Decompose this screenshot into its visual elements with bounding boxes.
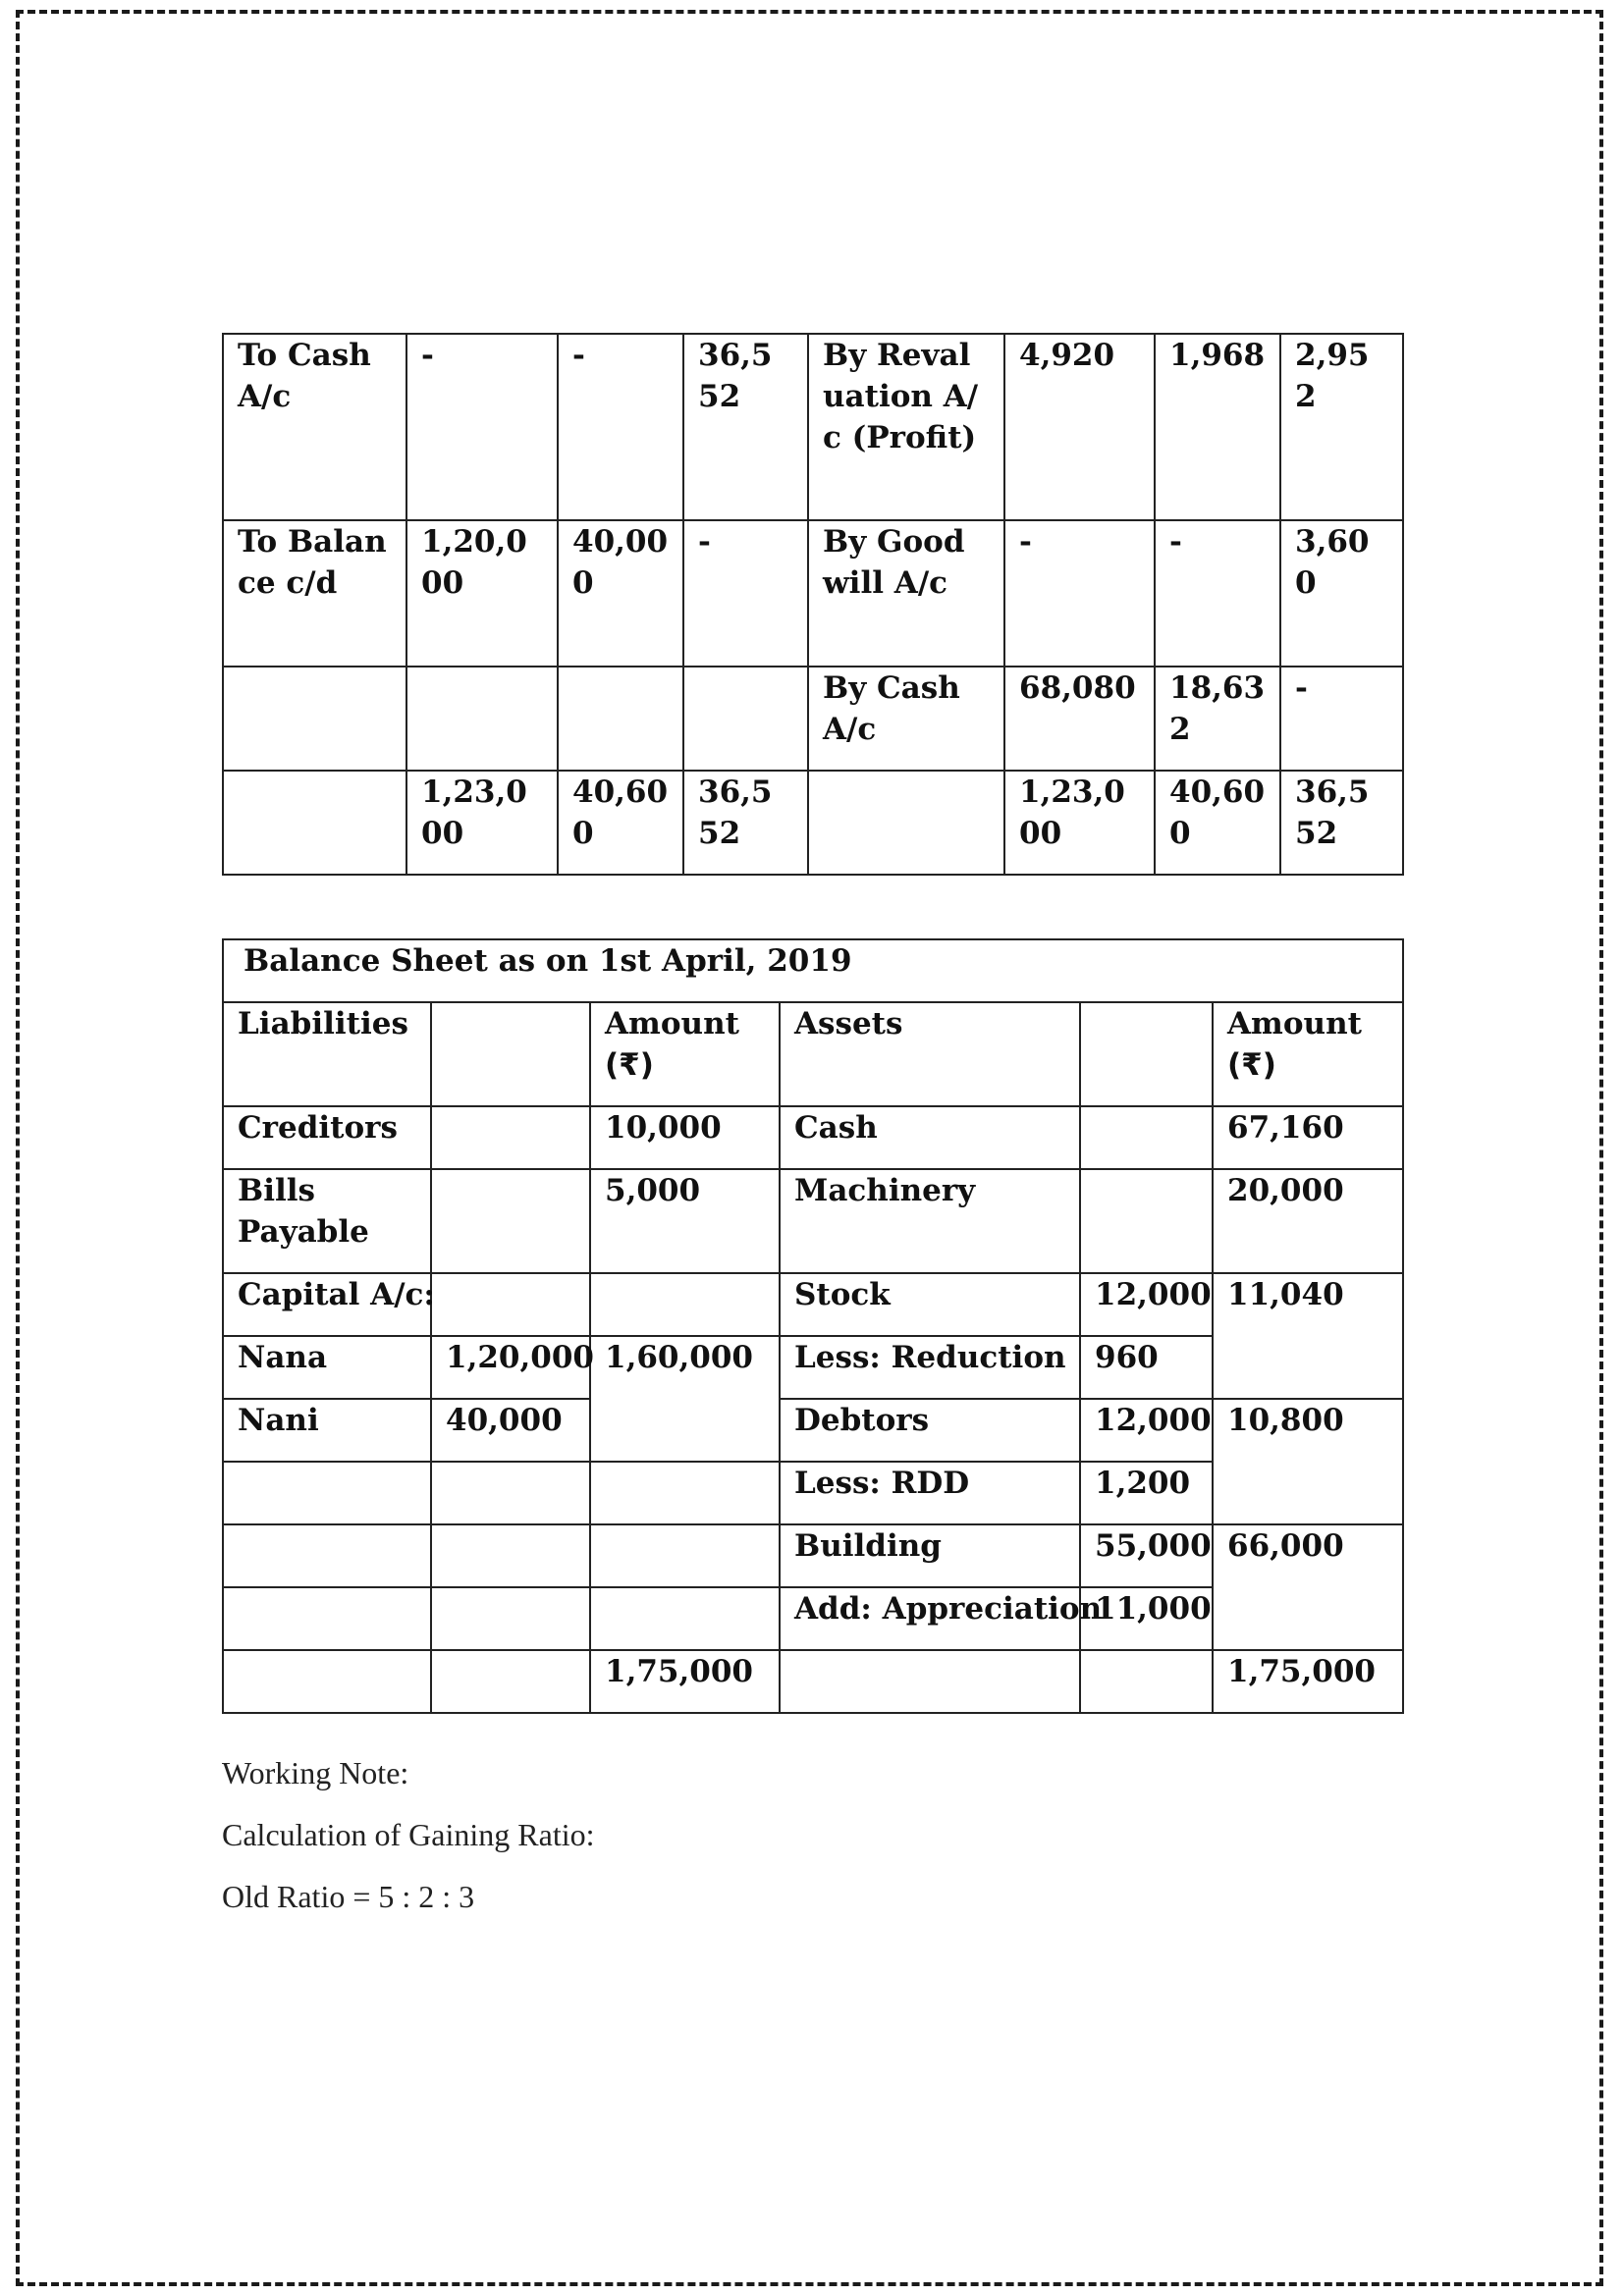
- empty-cell: [431, 1273, 590, 1336]
- dr-amount-nani: [558, 667, 683, 771]
- nana-label: Nana: [223, 1336, 431, 1399]
- capital-total-amount: 1,60,000: [590, 1336, 780, 1462]
- dr-amount-third: -: [683, 520, 808, 667]
- less-reduction-sub: 960: [1080, 1336, 1213, 1399]
- cash-label: Cash: [780, 1106, 1080, 1169]
- dr-amount-third: [683, 667, 808, 771]
- empty-cell: [431, 1462, 590, 1524]
- header-amount-label: Amount: [605, 1006, 739, 1041]
- cr-total-nani: 40,600: [1155, 771, 1280, 875]
- table-row: [223, 1399, 1403, 1462]
- dr-total-nani: 40,600: [558, 771, 683, 875]
- cr-amount-nana: 68,080: [1004, 667, 1155, 771]
- working-note-heading: Working Note:: [222, 1755, 409, 1790]
- add-appreciation-label: Add: Appreciation: [780, 1587, 1080, 1650]
- empty-cell: [223, 1650, 431, 1713]
- less-rdd-label: Less: RDD: [780, 1462, 1080, 1524]
- creditors-label: Creditors: [223, 1106, 431, 1169]
- cr-amount-nana: -: [1004, 520, 1155, 667]
- table-row: [223, 1002, 1403, 1106]
- dr-amount-nani: -: [558, 334, 683, 520]
- table-row: [223, 939, 1403, 1002]
- stock-sub: 12,000: [1080, 1273, 1213, 1336]
- empty-cell: [431, 1524, 590, 1587]
- empty-cell: [1080, 1650, 1213, 1713]
- stock-label: Stock: [780, 1273, 1080, 1336]
- header-assets-amount: [1213, 1002, 1403, 1106]
- dr-amount-third: 36,552: [683, 334, 808, 520]
- empty-cell: [431, 1106, 590, 1169]
- dr-amount-nana: 1,20,000: [406, 520, 558, 667]
- table-row: [223, 1524, 1403, 1587]
- nana-sub: 1,20,000: [431, 1336, 590, 1399]
- cr-amount-third: 3,600: [1280, 520, 1403, 667]
- cr-amount-nani: -: [1155, 520, 1280, 667]
- empty-cell: [431, 1169, 590, 1273]
- table-row: [223, 1106, 1403, 1169]
- dr-amount-nana: -: [406, 334, 558, 520]
- gaining-ratio-heading: Calculation of Gaining Ratio:: [222, 1817, 595, 1852]
- capital-account-table: [222, 333, 1404, 876]
- liabilities-total: 1,75,000: [590, 1650, 780, 1713]
- empty-cell: [1080, 1169, 1213, 1273]
- less-reduction-label: Less: Reduction: [780, 1336, 1080, 1399]
- cr-total-third: 36,552: [1280, 771, 1403, 875]
- balance-sheet-title: Balance Sheet as on 1st April, 2019: [223, 939, 1403, 1002]
- debtors-label: Debtors: [780, 1399, 1080, 1462]
- empty-cell: [590, 1587, 780, 1650]
- empty-cell: [431, 1587, 590, 1650]
- table-row: [223, 1273, 1403, 1336]
- dr-particulars: [223, 771, 406, 875]
- header-amount-label: Amount: [1227, 1006, 1362, 1041]
- dr-amount-nani: 40,000: [558, 520, 683, 667]
- header-assets-sub: [1080, 1002, 1213, 1106]
- cr-total-nana: 1,23,000: [1004, 771, 1155, 875]
- cr-amount-nani: 1,968: [1155, 334, 1280, 520]
- assets-total: 1,75,000: [1213, 1650, 1403, 1713]
- cr-amount-nani: 18,632: [1155, 667, 1280, 771]
- bills-payable-label: Bills Payable: [223, 1169, 431, 1273]
- balance-sheet-table: [222, 938, 1404, 1714]
- cr-particulars: By Cash A/c: [808, 667, 1004, 771]
- cr-amount-third: 2,952: [1280, 334, 1403, 520]
- cash-amount: 67,160: [1213, 1106, 1403, 1169]
- less-rdd-sub: 1,200: [1080, 1462, 1213, 1524]
- dr-particulars: [223, 667, 406, 771]
- empty-cell: [780, 1650, 1080, 1713]
- table-row: [223, 771, 1403, 875]
- dr-total-nana: 1,23,000: [406, 771, 558, 875]
- empty-cell: [223, 1524, 431, 1587]
- table-row: [223, 334, 1403, 520]
- table-row: [223, 1169, 1403, 1273]
- table-row: [223, 667, 1403, 771]
- building-amount: 66,000: [1213, 1524, 1403, 1650]
- stock-amount: 11,040: [1213, 1273, 1403, 1399]
- debtors-amount: 10,800: [1213, 1399, 1403, 1524]
- machinery-amount: 20,000: [1213, 1169, 1403, 1273]
- bills-payable-amount: 5,000: [590, 1169, 780, 1273]
- header-liabilities-sub: [431, 1002, 590, 1106]
- machinery-label: Machinery: [780, 1169, 1080, 1273]
- header-currency: (₹): [1227, 1047, 1276, 1083]
- cr-amount-third: -: [1280, 667, 1403, 771]
- building-sub: 55,000: [1080, 1524, 1213, 1587]
- cr-particulars: By Goodwill A/c: [808, 520, 1004, 667]
- debtors-sub: 12,000: [1080, 1399, 1213, 1462]
- capital-label: Capital A/c:: [223, 1273, 431, 1336]
- header-liabilities-amount: [590, 1002, 780, 1106]
- table-row: [223, 1650, 1403, 1713]
- empty-cell: [223, 1462, 431, 1524]
- add-appreciation-sub: 11,000: [1080, 1587, 1213, 1650]
- dr-particulars: To Cash A/c: [223, 334, 406, 520]
- header-assets: Assets: [780, 1002, 1080, 1106]
- empty-cell: [223, 1587, 431, 1650]
- cr-particulars: By Revaluation A/c (Profit): [808, 334, 1004, 520]
- building-label: Building: [780, 1524, 1080, 1587]
- dr-amount-nana: [406, 667, 558, 771]
- dr-particulars: To Balance c/d: [223, 520, 406, 667]
- nani-label: Nani: [223, 1399, 431, 1462]
- header-currency: (₹): [605, 1047, 654, 1083]
- empty-cell: [590, 1273, 780, 1336]
- empty-cell: [590, 1462, 780, 1524]
- cr-amount-nana: 4,920: [1004, 334, 1155, 520]
- empty-cell: [1080, 1106, 1213, 1169]
- old-ratio-text: Old Ratio = 5 : 2 : 3: [222, 1879, 475, 1914]
- dr-total-third: 36,552: [683, 771, 808, 875]
- header-liabilities: Liabilities: [223, 1002, 431, 1106]
- table-row: [223, 520, 1403, 667]
- empty-cell: [431, 1650, 590, 1713]
- creditors-amount: 10,000: [590, 1106, 780, 1169]
- cr-particulars: [808, 771, 1004, 875]
- nani-sub: 40,000: [431, 1399, 590, 1462]
- empty-cell: [590, 1524, 780, 1587]
